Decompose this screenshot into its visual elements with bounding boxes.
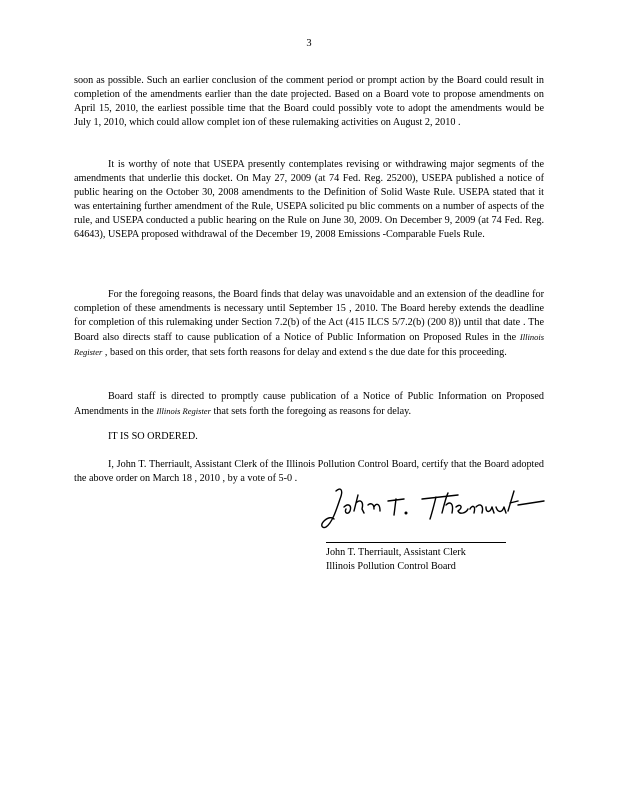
page-number: 3 bbox=[306, 38, 312, 49]
paragraph-comment-period: soon as possible. Such an earlier conclusion of the comment period or prompt action by the Board could result in completion of the amendments earlier than the date projected. Based on a Board vote to propose amendments on April 15, 2010, the earliest possible time that the Board could possibly vote to adopt the amendments would be July 1, 2010, which could allow complet ion of these rulemaking activities on August 2, 2010 . bbox=[74, 75, 544, 128]
paragraph-staff-directed bbox=[74, 390, 544, 419]
handwritten-signature bbox=[318, 483, 548, 531]
paragraph-extension-text-a: For the foregoing reasons, the Board finds that delay was unavoidable and an extension of the deadline for completion of these amendments is necessary until September 15 , 2010. The Board hereby extends the deadline for completion of this rulemaking under Section 7.2(b) of the Act (415 ILCS 5/7.2(b) (200 8)) until that date . The Board also directs staff to cause publication of a Notice of Public Information on Proposed Rules in the bbox=[74, 289, 544, 343]
paragraph-certification: I, John T. Therriault, Assistant Clerk of the Illinois Pollution Control Board, certify that the Board adopted the above order on March 18 , 2010 , by a vote of 5-0 . bbox=[74, 459, 544, 484]
illinois-register-italic: Illinois Register bbox=[74, 332, 545, 357]
paragraph-staff-text-b: that sets forth the foregoing as reasons for delay. bbox=[213, 406, 412, 417]
signer-organization: Illinois Pollution Control Board bbox=[326, 561, 456, 572]
signer-name-title: John T. Therriault, Assistant Clerk bbox=[326, 547, 466, 558]
paragraph-extension bbox=[74, 288, 544, 360]
signature-line bbox=[326, 542, 506, 543]
so-ordered: IT IS SO ORDERED. bbox=[108, 431, 198, 442]
paragraph-extension-text-b: , based on this order, that sets forth reasons for delay and extend s the due date for this proceeding. bbox=[104, 347, 507, 358]
paragraph-staff-text-a: Board staff is directed to promptly cause publication of a Notice of Public Information on Proposed Amendments in the bbox=[74, 391, 544, 417]
illinois-register-italic-2: Illinois Register bbox=[156, 406, 211, 416]
paragraph-usepa-note: It is worthy of note that USEPA presently contemplates revising or withdrawing major segments of the amendments that underlie this docket. On May 27, 2009 (at 74 Fed. Reg. 25200), USEPA published a notice of public hearing on the October 30, 2008 amendments to the Definition of Solid Waste Rule. USEPA stated that it was entertaining further amendment of the Rule, USEPA solicited pu blic comments on a number of aspects of the rule, and USEPA conducted a public hearing on the Rule on June 30, 2009. On December 9, 2009 (at 74 Fed. Reg. 64643), USEPA proposed withdrawal of the December 19, 2008 Emissions -Comparable Fuels Rule. bbox=[74, 159, 544, 240]
signature-block bbox=[326, 546, 466, 574]
